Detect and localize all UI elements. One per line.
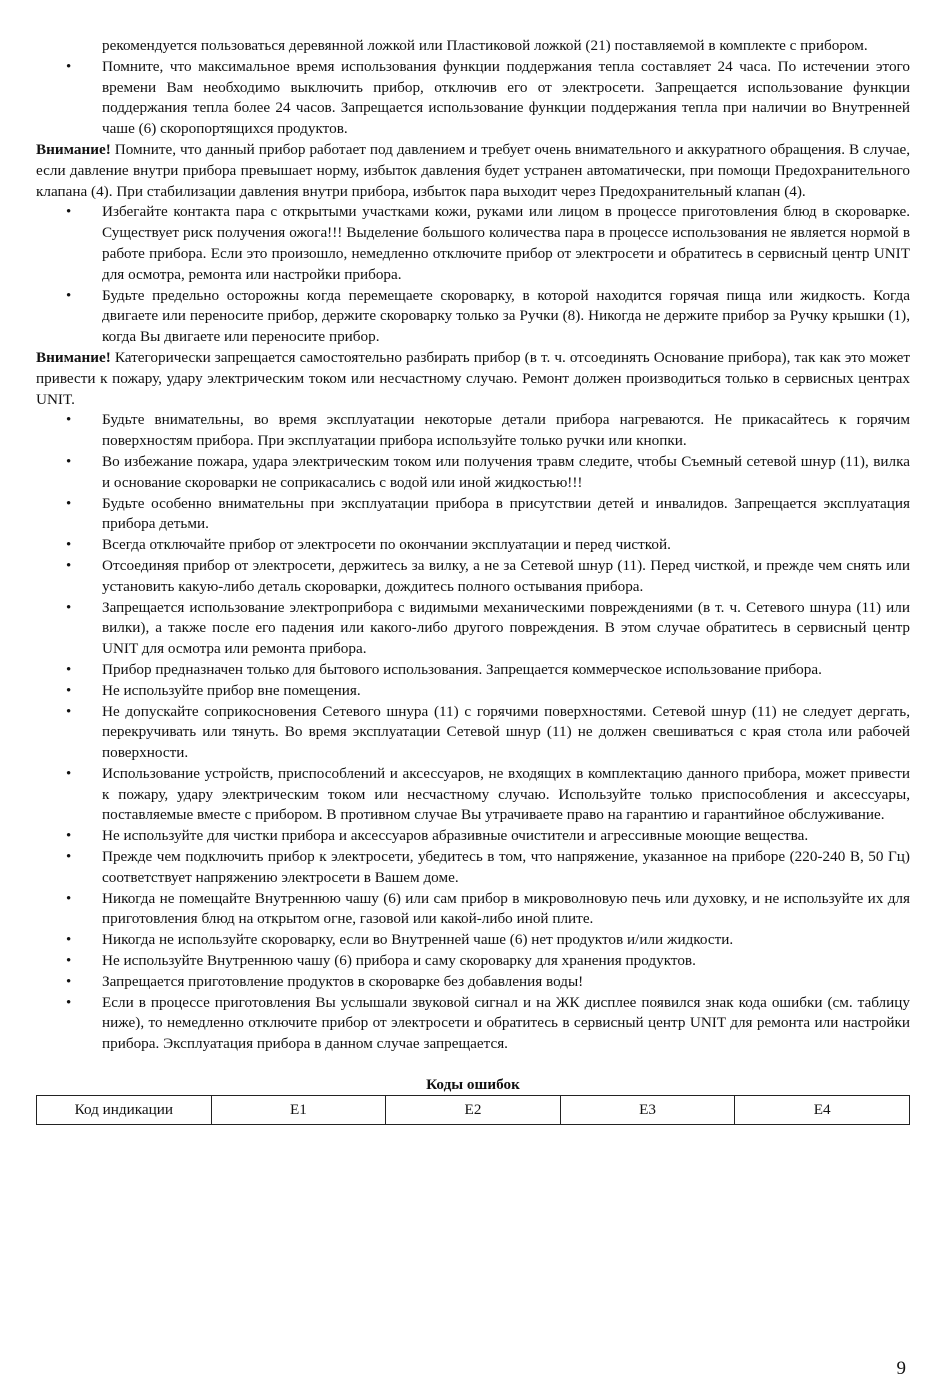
list-item [66, 57, 910, 140]
list-item [66, 452, 910, 494]
bullet-icon: • [66, 557, 72, 574]
warning-paragraph [36, 140, 910, 202]
list-item-text: Никогда не используйте скороварку, если во Внутренней чаше (6) нет продуктов и/или жидкости. [102, 931, 734, 949]
bullet-icon: • [66, 453, 72, 470]
list-item-text: Запрещается использование электроприбора с видимыми механическими повреждениями (в т. ч. Сетевого шнура (11) или вилки), а также после его падения или какого-либо другого повреждения. В этом случае обратитесь в сервисный центр UNIT для осмотра или ремонта прибора. [102, 598, 910, 658]
table-cell-code: E2 [386, 1096, 561, 1125]
list-item [66, 535, 910, 556]
table-cell-code: E1 [211, 1096, 386, 1125]
bullet-icon: • [66, 599, 72, 616]
bullet-icon: • [66, 994, 72, 1011]
page-number: 9 [896, 1358, 906, 1379]
list-item-text: Во избежание пожара, удара электрическим током или получения травм следите, чтобы Съемный сетевой шнур (11), вилка и основание скороварки не соприкасались с водой или иной жидкостью!!! [102, 452, 910, 491]
warning-label: Внимание! [36, 140, 111, 158]
list-item-text: Всегда отключайте прибор от электросети по окончании эксплуатации и перед чисткой. [102, 536, 671, 554]
list-item [66, 930, 910, 951]
list-item-text: Будьте внимательны, во время эксплуатации некоторые детали прибора нагреваются. Не прикасайтесь к горячим поверхностям прибора. При эксплуатации прибора используйте только ручки или кнопки. [102, 411, 910, 450]
list-item [66, 660, 910, 681]
bullet-icon: • [66, 287, 72, 304]
list-item [66, 993, 910, 1055]
bullet-icon: • [66, 828, 72, 845]
list-item-text: Прежде чем подключить прибор к электросети, убедитесь в том, что напряжение, указанное на приборе (220-240 В, 50 Гц) соответствует напряжению электросети в Вашем доме. [102, 848, 910, 886]
list-item [66, 202, 910, 285]
list-item [66, 889, 910, 931]
continued-text: рекомендуется пользоваться деревянной ложкой или Пластиковой ложкой (21) поставляемой в комплекте с прибором. [102, 37, 868, 54]
bullet-icon: • [66, 412, 72, 429]
list-item-text: Если в процессе приготовления Вы услышали звуковой сигнал и на ЖК дисплее появился знак кода ошибки (см. таблицу ниже), то немедленно отключите прибор от электросети и обратитесь в сервисный центр UNIT для ремонта или настройки прибора. Эксплуатация прибора в данном случае запрещается. [102, 993, 910, 1053]
list-item-text: Не используйте для чистки прибора и аксессуаров абразивные очистители и агрессивные моющие вещества. [102, 827, 809, 845]
warning-text: Помните, что данный прибор работает под давлением и требует очень внимательного и аккуратного обращения. В случае, если давление внутри прибора превышает норму, избыток давления будет устранен автоматически, при помощи Предохранительного клапана (4). При стабилизации давления внутри прибора, избыток пара выходит через Предохранительный клапан (4). [36, 140, 910, 200]
list-item-text: Прибор предназначен только для бытового использования. Запрещается коммерческое использование прибора. [102, 660, 822, 678]
list-item-text: Не допускайте соприкосновения Сетевого шнура (11) с горячими поверхностями. Сетевой шнур (11) не следует дергать, перекручивать или тянуть. Во время эксплуатации Сетевой шнур (11) не должен свешиваться с края стола или рабочей поверхности. [102, 702, 910, 762]
bullet-icon: • [66, 682, 72, 699]
list-item-text: Не используйте прибор вне помещения. [102, 681, 361, 699]
bullet-icon: • [66, 661, 72, 678]
list-item [66, 598, 910, 660]
bullet-icon: • [66, 890, 72, 907]
list-item [66, 286, 910, 348]
list-item [66, 972, 910, 993]
warning-text: Категорически запрещается самостоятельно разбирать прибор (в т. ч. отсоединять Основание прибора), так как это может привести к пожару, удару электрическим током или несчастному случаю. Ремонт должен производиться только в сервисных центрах UNIT. [36, 348, 910, 408]
list-item-text: Не используйте Внутреннюю чашу (6) прибора и саму скороварку для хранения продуктов. [102, 952, 696, 970]
list-item-text: Никогда не помещайте Внутреннюю чашу (6) или сам прибор в микроволновую печь или духовку, и не используйте их для приготовления блюд на открытом огне, газовой или какой-либо иной плите. [102, 889, 910, 928]
list-item-text: Запрещается приготовление продуктов в скороварке без добавления воды! [102, 972, 584, 990]
bullet-icon: • [66, 973, 72, 990]
list-item-text: Отсоединяя прибор от электросети, держитесь за вилку, а не за Сетевой шнур (11). Перед чисткой, и прежде чем снять или установить какую-либо деталь скороварки, дождитесь полного остывания прибора. [102, 556, 910, 595]
list-item [66, 681, 910, 702]
list-item-text: Использование устройств, приспособлений и аксессуаров, не входящих в комплектацию данного прибора, может привести к пожару, удару электрическим током или несчастному случаю. Используйте только приспособления и аксессуары, поставляемые вместе с прибором. В противном случае Вы утрачиваете право на гарантию и гарантийное обслуживание. [102, 764, 910, 824]
list-item-text: Будьте предельно осторожны когда перемещаете скороварку, в которой находится горячая пища или жидкость. Когда двигаете или переносите прибор, держите скороварку только за Ручки (8). Никогда не держите прибор за Ручку крышки (1), когда Вы двигаете или переносите прибор. [102, 286, 910, 346]
bullet-icon: • [66, 204, 72, 221]
list-item [66, 847, 910, 889]
error-codes-table [36, 1095, 910, 1125]
list-item [66, 494, 910, 536]
bullet-icon: • [66, 849, 72, 866]
table-cell-row-label: Код индикации [37, 1096, 212, 1125]
list-item-text: Помните, что максимальное время использования функции поддержания тепла составляет 24 часа. По истечении этого времени Вам необходимо выключить прибор, отключив его от электросети. Запрещается использование функции поддержания тепла более 24 часов. Запрещается использование функции поддержания тепла при наличии во Внутренней чаше (6) скоропортящихся продуктов. [102, 57, 910, 138]
document-page [36, 36, 910, 1125]
list-item-text: Избегайте контакта пара с открытыми участками кожи, руками или лицом в процессе приготовления блюд в скороварке. Существует риск получения ожога!!! Выделение большого количества пара в процессе использования не является нормой в работе прибора. Если это произошло, немедленно отключите прибор от электросети и обратитесь в сервисный центр UNIT для осмотра, ремонта или настройки прибора. [102, 203, 910, 283]
bullet-icon: • [66, 58, 72, 75]
list-item [66, 702, 910, 764]
bullet-icon: • [66, 537, 72, 554]
warning-label: Внимание! [36, 348, 111, 366]
list-item [66, 951, 910, 972]
bullet-icon: • [66, 953, 72, 970]
bullet-icon: • [66, 765, 72, 782]
bullet-icon: • [66, 703, 72, 720]
table-cell-code: E4 [735, 1096, 910, 1125]
list-item-text: Будьте особенно внимательны при эксплуатации прибора в присутствии детей и инвалидов. Запрещается эксплуатация прибора детьми. [102, 494, 910, 533]
list-item [66, 410, 910, 452]
table-cell-code: E3 [560, 1096, 735, 1125]
table-row [37, 1096, 910, 1125]
list-item [66, 556, 910, 598]
bullet-icon: • [66, 495, 72, 512]
list-item [66, 764, 910, 826]
bullet-icon: • [66, 932, 72, 949]
list-item [66, 826, 910, 847]
table-title: Коды ошибок [426, 1076, 520, 1094]
warning-paragraph [36, 348, 910, 410]
